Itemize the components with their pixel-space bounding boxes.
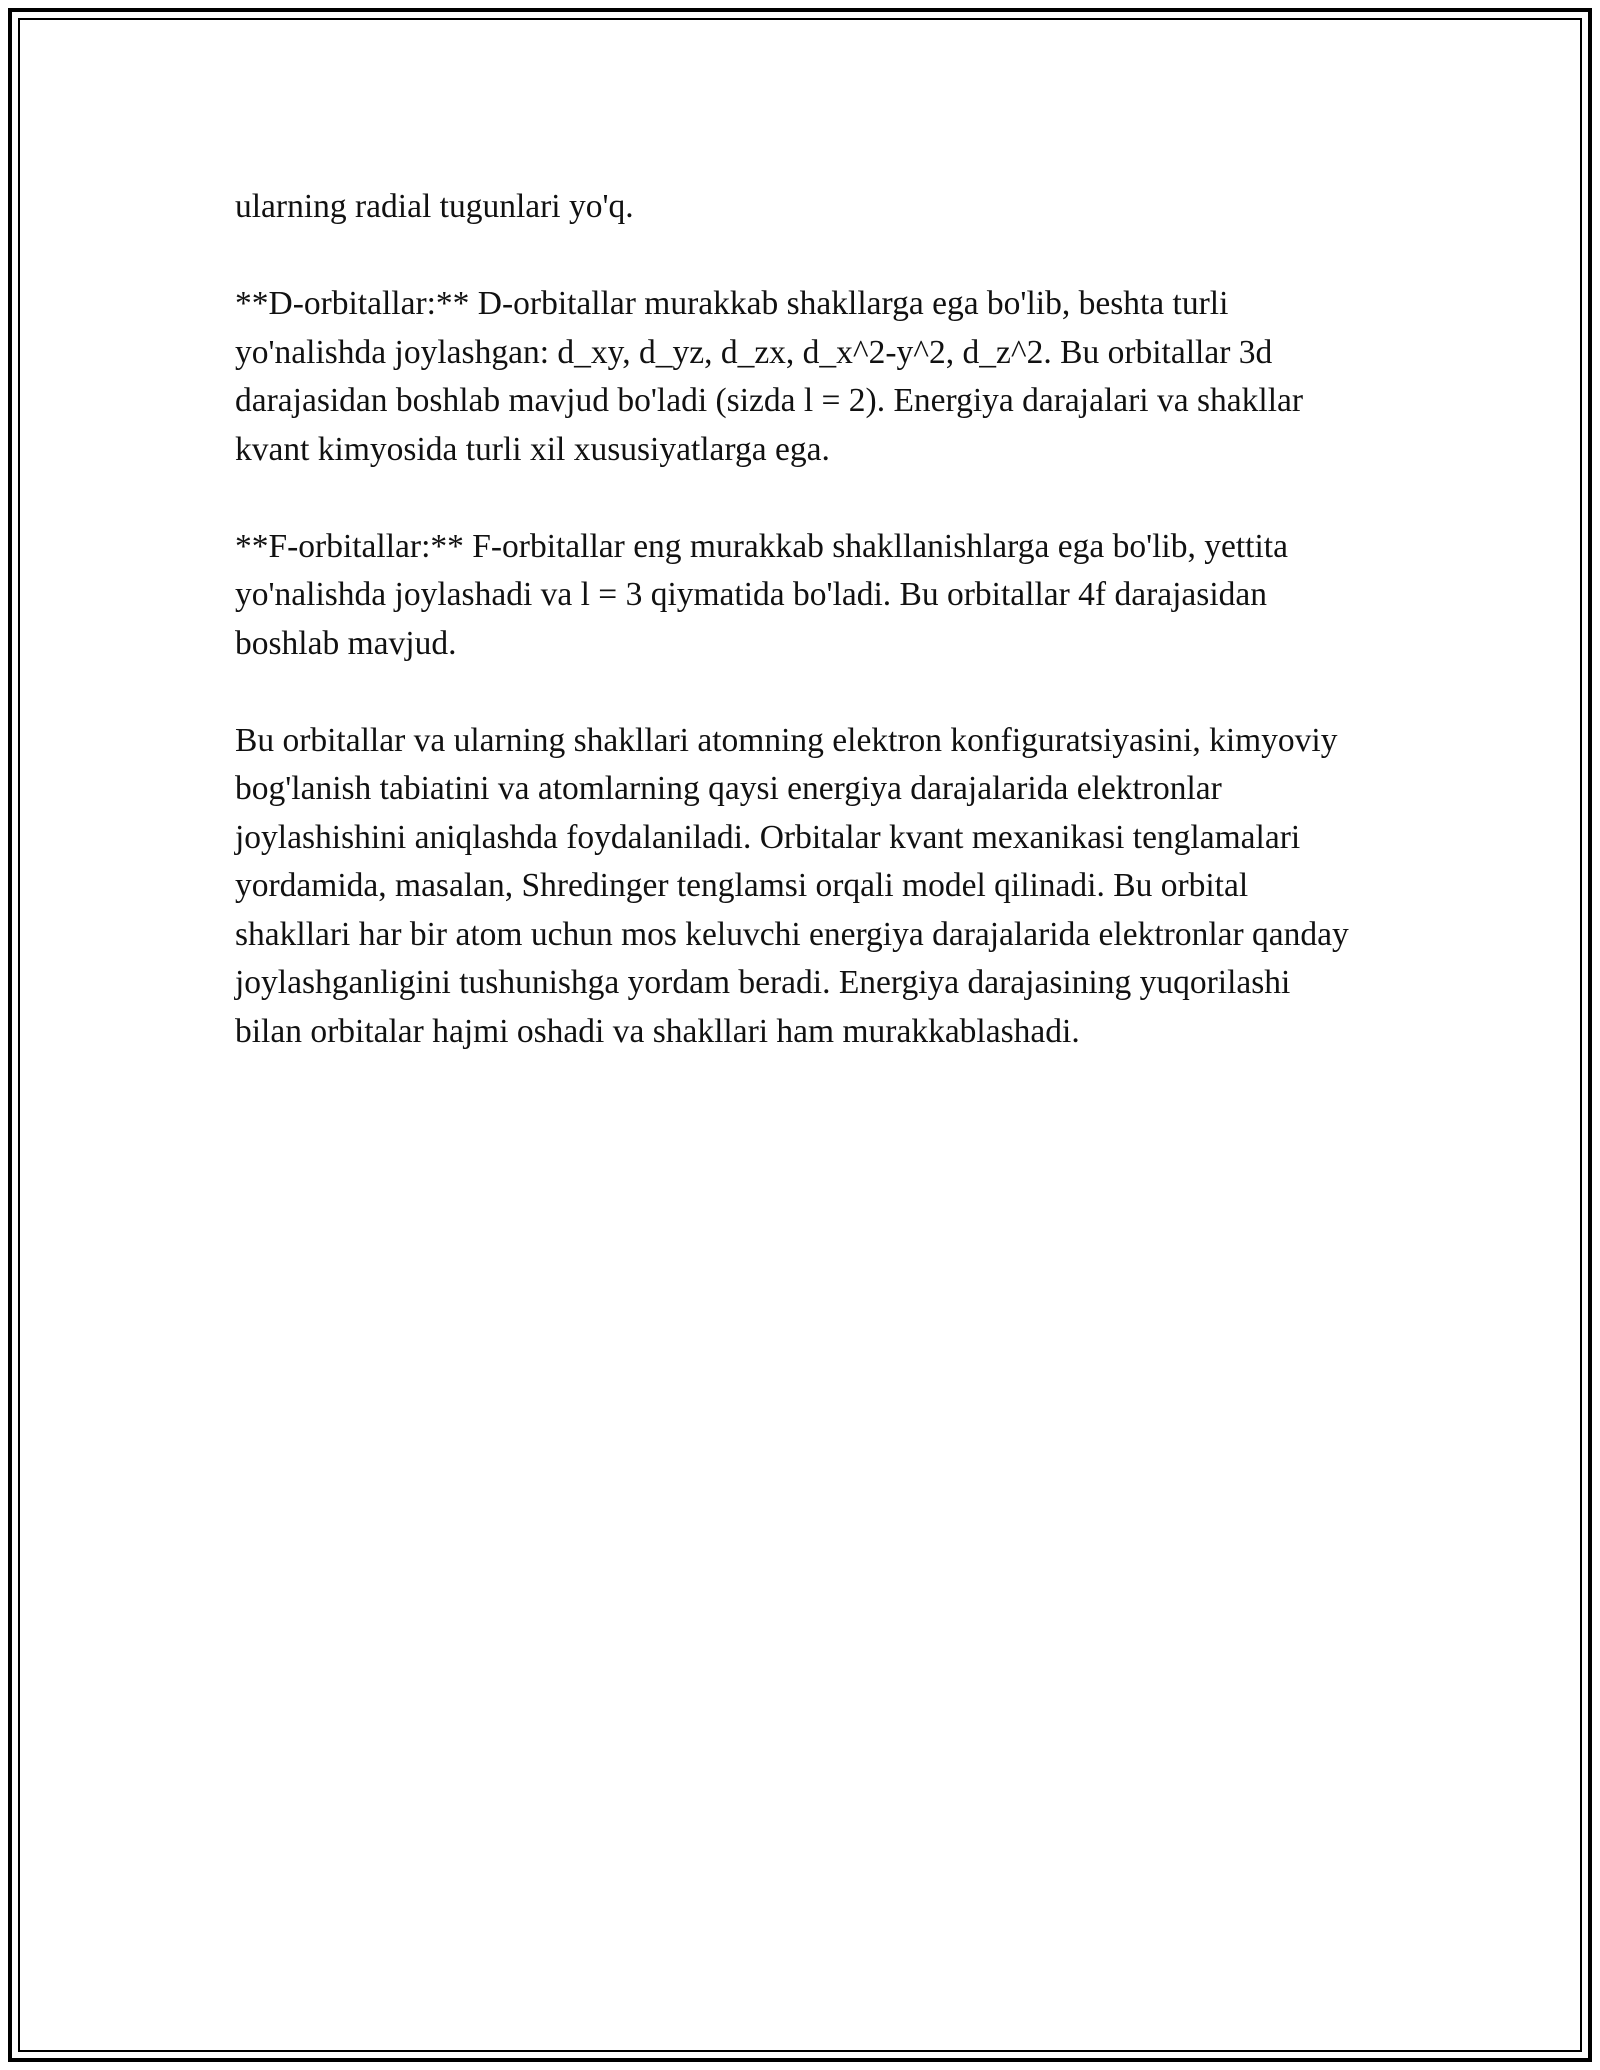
document-body: [235, 183, 1355, 1105]
paragraph-d-orbitals: **D-orbitallar:** D-orbitallar murakkab shakllarga ega bo'lib, beshta turli yo'nalishda joylashgan: d_xy, d_yz, d_zx, d_x^2-y^2, d_z^2. Bu orbitallar 3d darajasidan boshlab mavjud bo'ladi (sizda l = 2). Energiya darajalari va shakllar kvant kimyosida turli xil xususiyatlarga ega.: [235, 285, 1304, 468]
paragraph-radial-nodes: ularning radial tugunlari yo'q.: [235, 188, 634, 225]
paragraph-f-orbitals: **F-orbitallar:** F-orbitallar eng murakkab shakllanishlarga ega bo'lib, yettita yo'nalishda joylashadi va l = 3 qiymatida bo'ladi. Bu orbitallar 4f darajasidan boshlab mavjud.: [235, 527, 1288, 662]
paragraph-summary: Bu orbitallar va ularning shakllari atomning elektron konfiguratsiyasini, kimyoviy bog'lanish tabiatini va atomlarning qaysi energiya darajalarida elektronlar joylashishini aniqlashda foydalaniladi. Orbitalar kvant mexanikasi tenglamalari yordamida, masalan, Shredinger tenglamsi orqali model qilinadi. Bu orbital shakllari har bir atom uchun mos keluvchi energiya darajalarida elektronlar qanday joylashganligini tushunishga yordam beradi. Energiya darajasining yuqorilashi bilan orbitalar hajmi oshadi va shakllari ham murakkablashadi.: [235, 721, 1349, 1050]
